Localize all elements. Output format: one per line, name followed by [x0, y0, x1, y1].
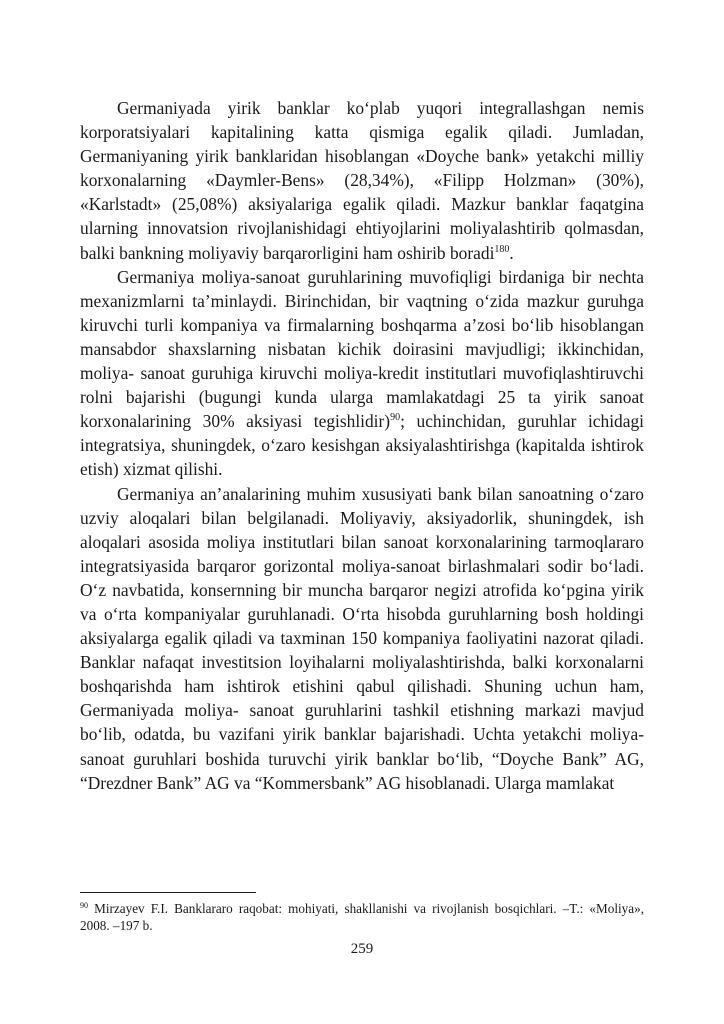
footnote-number: 90	[80, 901, 88, 910]
page-number: 259	[350, 941, 374, 957]
footnote-reference: 90	[390, 412, 401, 424]
footnote-reference: 180	[494, 243, 510, 255]
footnote-text: Mirzayev F.I. Banklararo raqobat: mohiyati, shakllanishi va rivojlanish bosqichlari. –T.: «Moliya», 2008. –197 b.	[80, 901, 644, 933]
paragraph-1	[80, 96, 644, 265]
paragraph-tail: ; uchinchidan, guruhlar ichidagi integratsiya, shuningdek, o‘zaro kesishgan aksiyalashtirishga (kapitalda ishtirok etish) xizmat qilishi.	[80, 411, 644, 480]
paragraph-2	[80, 265, 644, 482]
footnote	[80, 900, 644, 934]
paragraph-text: Germaniya an’analarining muhim xususiyati bank bilan sanoatning o‘zaro uzviy aloqalari bilan belgilanadi. Moliyaviy, aksiyadorlik, shuningdek, ish aloqalari asosida moliya institutlari bilan sanoat korxonalarining tarmoqlararo integratsiyasida barqaror gorizontal moliya-sanoat birlashmalari sodir bo‘ladi. O‘z navbatida, konsernning bir muncha barqaror negizi atrofida ko‘pgina yirik va o‘rta kompaniyalar guruhlanadi. O‘rta hisobda guruhlarning bosh holdingi aksiyalarga egalik qiladi va taxminan 150 kompaniya faoliyatini nazorat qiladi. Banklar nafaqat investitsion loyihalarni moliyalashtirishda, balki korxonalarni boshqarishda ham ishtirok etishini qabul qilishadi. Shuning uchun ham, Germaniyada moliya- sanoat guruhlarini tashkil etishning markazi mavjud bo‘lib, odatda, bu vazifani yirik banklar bajarishadi. Uchta yetakchi moliya-sanoat guruhlari boshida turuvchi yirik banklar bo‘lib, “Doyche Bank” AG, “Drezdner Bank” AG va “Kommersbank” AG hisoblanadi. Ularga mamlakat	[80, 483, 644, 793]
paragraph-3	[80, 482, 644, 795]
footnote-divider	[80, 892, 256, 893]
paragraph-text: Germaniyada yirik banklar ko‘plab yuqori integrallashgan nemis korporatsiyalari kapitalining katta qismiga egalik qiladi. Jumladan, Germaniyaning yirik banklaridan hisoblangan «Doyche bank» yetakchi milliy korxonalarning «Daymler-Bens» (28,34%), «Filipp Holzman» (30%), «Karlstadt» (25,08%) aksiyalariga egalik qiladi. Mazkur banklar faqatgina ularning innovatsion rivojlanishidagi ehtiyojlarini moliyalashtirib qolmasdan, balki bankning moliyaviy barqarorligini ham oshirib boradi	[80, 98, 644, 263]
paragraph-tail: .	[509, 242, 514, 263]
main-text	[80, 96, 644, 795]
paragraph-text: Germaniya moliya-sanoat guruhlarining muvofiqligi birdaniga bir nechta mexanizmlarni ta’minlaydi. Birinchidan, bir vaqtning o‘zida mazkur guruhga kiruvchi turli kompaniya va firmalarning boshqarma a’zosi bo‘lib hisoblangan mansabdor shaxslarning nisbatan kichik doirasini mavjudligi; ikkinchidan, moliya- sanoat guruhiga kiruvchi moliya-kredit institutlari muvofiqlashtiruvchi rolni bajarishi (bugungi kunda ularga mamlakatdagi 25 ta yirik sanoat korxonalarining 30% aksiyasi tegishlidir)	[80, 266, 644, 432]
